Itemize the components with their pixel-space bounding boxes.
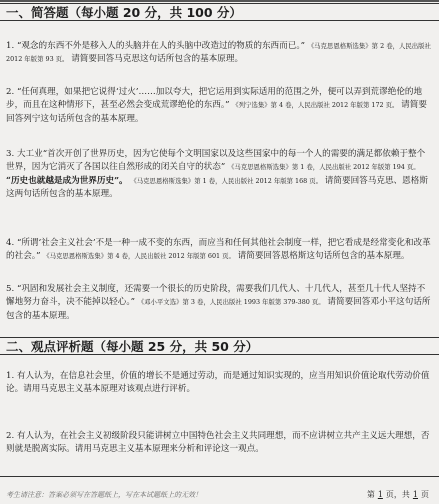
page-prefix: 第 bbox=[366, 490, 375, 499]
question-2 bbox=[6, 86, 433, 126]
question-text-part-a: 大工业“首次开创了世界历史，因为它使每个文明国家以及这些国家中的每一个人的需要的满足都依赖于整个世界，因为它消灭了各国以往自然形成的闭关自守的状态” bbox=[6, 149, 426, 173]
question-citation: 《马克思恩格斯选集》第 2 卷，人民出版社 2012 年版第 93 页。 bbox=[6, 42, 431, 64]
question-citation: 《邓小平文选》第 3 卷，人民出版社 1993 年版第 379-380 页。 bbox=[137, 298, 325, 307]
question-quote: “观念的东西不外是移入人的头脑并在人的头脑中改造过的物质的东西而已。” bbox=[16, 41, 306, 51]
question-prompt: 请简要回答马克思、恩格斯这两句话所包含的基本原理。 bbox=[6, 175, 428, 199]
question-number: 1. bbox=[6, 41, 15, 51]
current-page-number: 1 bbox=[377, 490, 383, 499]
question-number: 5. bbox=[6, 284, 15, 294]
question-citation-a: 《马克思恩格斯选集》第 1 卷，人民出版社 2012 年版第 194 页。 bbox=[227, 163, 420, 172]
question-citation: 《马克思恩格斯选集》第 4 卷，人民出版社 2012 年版第 601 页。 bbox=[43, 252, 235, 261]
question-text: 有人认为，在社会主义初级阶段只能讲树立中国特色社会主义共同理想，而不应讲树立共产主义远大理想，否则就是脱离实际。请用马克思主义基本原理来分析和评论这一观点。 bbox=[6, 431, 430, 455]
question-prompt: 请简要回答邓小平这句话所包含的基本原理。 bbox=[6, 297, 431, 321]
question-number: 1. bbox=[6, 371, 15, 381]
page-suffix: 页 bbox=[421, 490, 429, 499]
question-number: 2. bbox=[6, 87, 15, 97]
question-5 bbox=[6, 283, 433, 323]
page-middle: 页，共 bbox=[385, 490, 410, 499]
footer-note: 考生请注意：答案必须写在答题纸上，写在本试题纸上的无效！ bbox=[6, 491, 202, 499]
question-quote: “巩固和发展社会主义制度，还需要一个很长的历史阶段，需要我们几代人、十几代人，甚至几十代人坚持不懈地努力奋斗，决不能掉以轻心。” bbox=[6, 284, 426, 308]
question-text-part-b: “历史也就越是成为世界历史”。 bbox=[6, 175, 128, 186]
question-text: 有人认为，在信息社会里，价值的增长不是通过劳动，而是通过知识实现的，应当用知识价值论取代劳动价值论。请用马克思主义基本原理对该观点进行评析。 bbox=[6, 371, 430, 395]
question-quote: “任何真理，如果把它说得‘过火’……加以夸大，把它运用到实际适用的范围之外，便可以弄到荒谬绝伦的地步，而且在这种情形下，甚至必然会变成荒谬绝伦的东西。” bbox=[6, 87, 423, 111]
question-quote: “所谓‘社会主义社会’不是一种一成不变的东西，而应当和任何其他社会制度一样，把它看成是经常变化和改革的社会。” bbox=[6, 238, 431, 262]
question-4 bbox=[6, 237, 433, 264]
bottom-divider bbox=[0, 476, 439, 477]
section-title-essay: 二、观点评析题（每小题 25 分，共 50 分） bbox=[0, 337, 439, 355]
question-citation-b: 《马克思恩格斯选集》第 1 卷，人民出版社 2012 年版第 168 页。 bbox=[130, 176, 323, 185]
question-citation: 《列宁选集》第 4 卷，人民出版社 2012 年版第 172 页。 bbox=[232, 101, 399, 110]
total-page-number: 1 bbox=[412, 490, 418, 499]
page-indicator bbox=[367, 486, 429, 504]
question-prompt: 请简要回答列宁这句话所包含的基本原理。 bbox=[6, 100, 427, 124]
question-number: 3. bbox=[6, 149, 15, 159]
question-1 bbox=[6, 40, 433, 67]
page-footer bbox=[0, 486, 439, 504]
essay-question-1 bbox=[6, 370, 433, 397]
question-number: 2. bbox=[6, 431, 15, 441]
section-title-short-answer: 一、简答题（每小题 20 分，共 100 分） bbox=[0, 3, 439, 21]
question-prompt: 请简要回答恩格斯这句话所包含的基本原理。 bbox=[237, 251, 410, 262]
essay-question-2 bbox=[6, 430, 433, 457]
top-border bbox=[0, 0, 439, 2]
question-3 bbox=[6, 148, 433, 201]
question-prompt: 请简要回答马克思这句话所包含的基本原理。 bbox=[71, 54, 244, 65]
question-number: 4. bbox=[6, 238, 15, 248]
